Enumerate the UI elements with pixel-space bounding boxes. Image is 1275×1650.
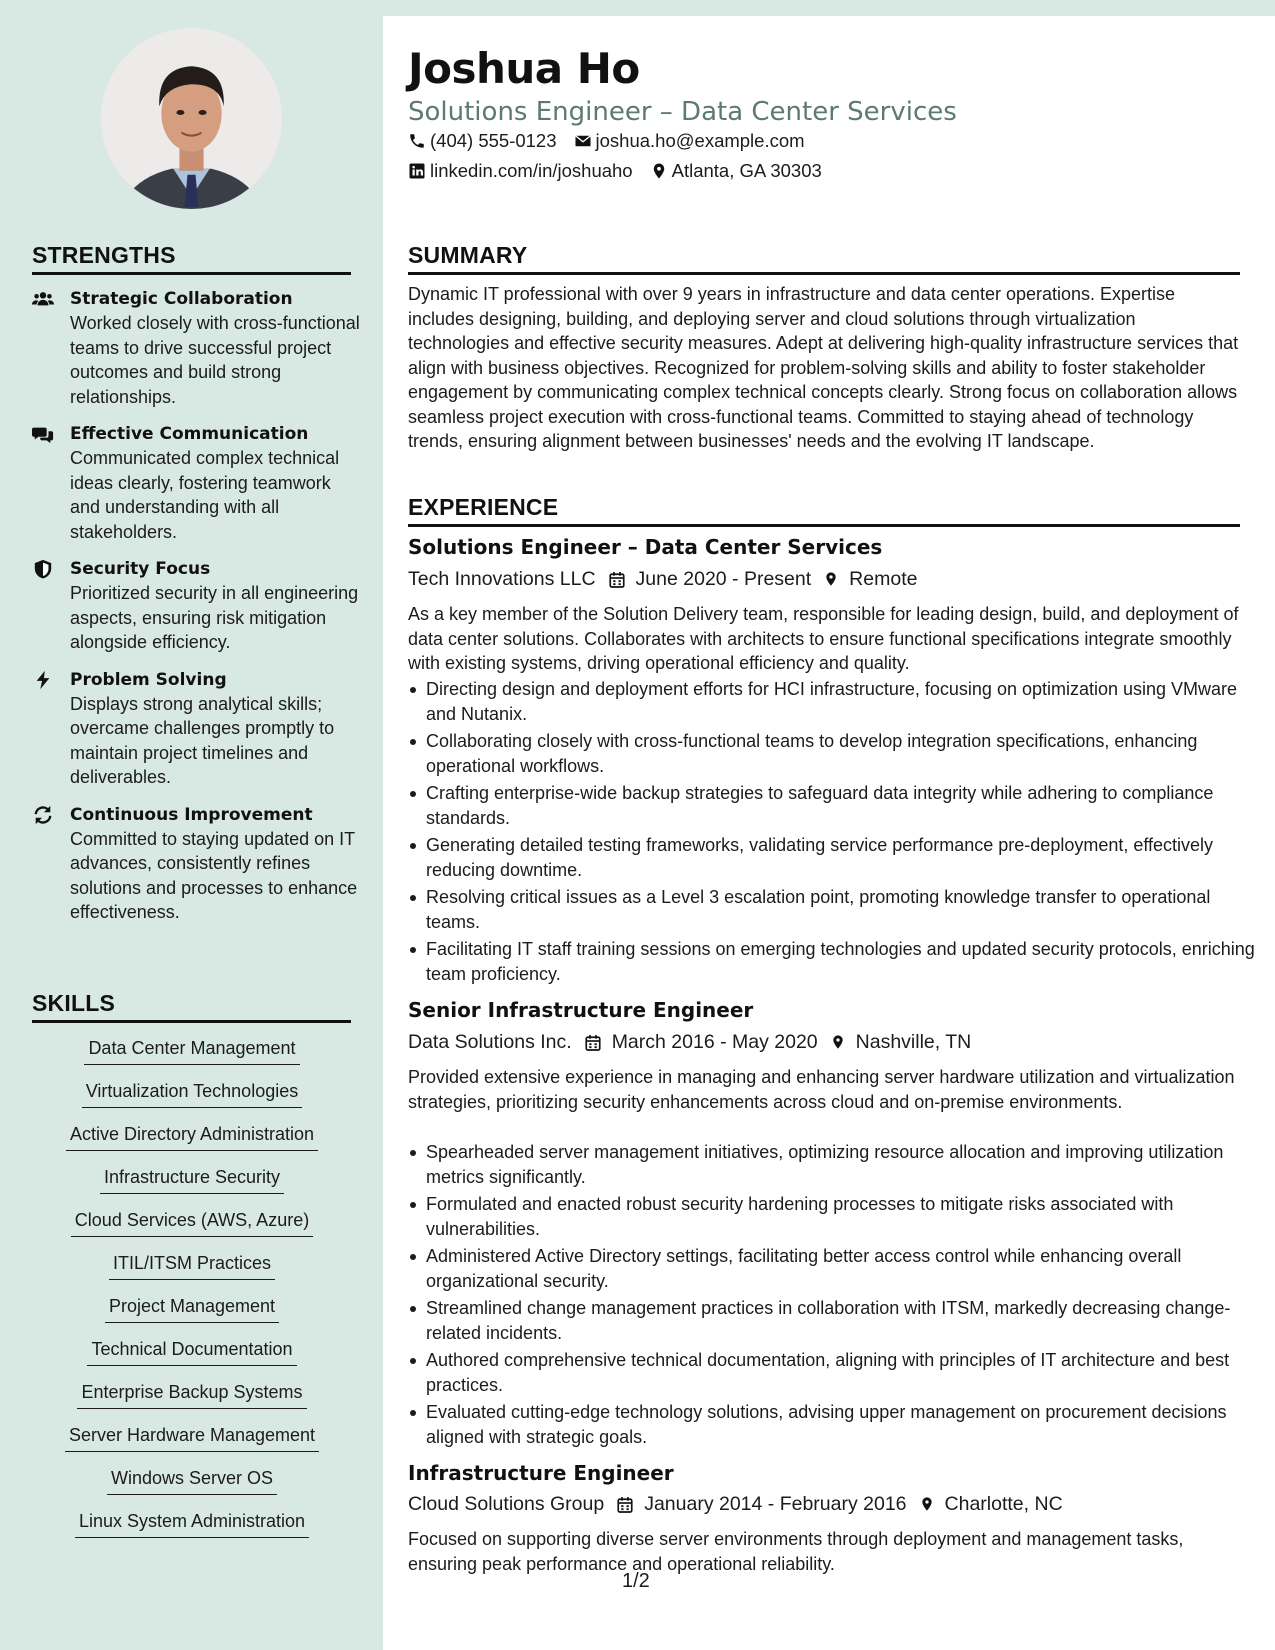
location-text: Atlanta, GA 30303: [671, 160, 822, 181]
company-name: Cloud Solutions Group: [408, 1493, 605, 1515]
list-item: Authored comprehensive technical documentation, aligning with principles of IT architecture and best practices.: [426, 1348, 1258, 1397]
phone-icon: [408, 132, 426, 150]
phone-text: (404) 555-0123: [430, 130, 557, 151]
job-location: Remote: [849, 568, 918, 590]
job-title: Infrastructure Engineer: [408, 1461, 674, 1485]
skill-item: Virtualization Technologies: [32, 1079, 352, 1108]
skill-item: Linux System Administration: [32, 1509, 352, 1538]
list-item: Crafting enterprise-wide backup strategies to safeguard data integrity while adhering to compliance standards.: [426, 781, 1258, 830]
list-item: Facilitating IT staff training sessions on emerging technologies and updated security protocols, enriching team proficiency.: [426, 937, 1258, 986]
map-pin-icon: [823, 569, 839, 589]
users-icon: [32, 289, 54, 309]
job-summary: Provided extensive experience in managing and enhancing server hardware utilization and virtualization strategies, prioritizing security enhancements across cloud and on-premise environments.: [408, 1067, 1235, 1112]
strength-title: Strategic Collaboration: [70, 289, 293, 309]
job-dates: January 2014 - February 2016: [644, 1493, 907, 1515]
top-band: [0, 0, 1275, 16]
map-pin-icon: [919, 1494, 935, 1514]
strength-item: [32, 668, 362, 790]
list-item: Streamlined change management practices in collaboration with ITSM, markedly decreasing change-related incidents.: [426, 1296, 1258, 1345]
candidate-name: Joshua Ho: [408, 44, 640, 93]
job-location: Charlotte, NC: [944, 1493, 1063, 1515]
comments-icon: [32, 424, 54, 444]
skill-item: Technical Documentation: [32, 1337, 352, 1366]
job-meta: [408, 565, 917, 593]
list-item: Administered Active Directory settings, facilitating better access control while enhancing overall organizational security.: [426, 1244, 1258, 1293]
map-pin-icon: [830, 1032, 846, 1052]
strength-description: Communicated complex technical ideas clearly, fostering teamwork and understanding with all stakeholders.: [70, 448, 340, 542]
job-meta: [408, 1028, 971, 1056]
skill-item: ITIL/ITSM Practices: [32, 1251, 352, 1280]
contact-row-1: [408, 129, 822, 153]
avatar: [101, 28, 282, 209]
phone-item: [408, 129, 557, 153]
job-bullets: [408, 1140, 1258, 1452]
strength-item: [32, 422, 362, 544]
job-summary: As a key member of the Solution Delivery team, responsible for leading design, build, and deployment of data center solutions. Collaborates with architects to ensure functional specifications integrate smoothly with existing systems, driving operational efficiency and quality.: [408, 604, 1239, 673]
calendar-icon: [616, 1495, 634, 1514]
skills-heading: SKILLS: [32, 990, 115, 1016]
experience-heading: EXPERIENCE: [408, 494, 559, 520]
summary-text: Dynamic IT professional with over 9 years in infrastructure and data center operations. Expertise includes designing, building, and deploying server and cloud solutions through virtualization technologies and effective security measures. Adept at delivering high-quality infrastructure services that align with business objectives. Recognized for problem-solving skills and ability to foster stakeholder engagement by communicating complex technical concepts clearly. Strong focus on collaboration allows seamless project execution with cross-functional teams. Committed to staying ahead of technology trends, ensuring alignment between businesses' needs and the evolving IT landscape.: [408, 284, 1239, 451]
calendar-icon: [608, 570, 626, 589]
strength-description: Displays strong analytical skills; overcame challenges promptly to maintain project timelines and deliverables.: [70, 693, 335, 787]
linkedin-text[interactable]: linkedin.com/in/joshuaho: [430, 160, 633, 181]
skills-rule: [32, 1020, 351, 1023]
strength-description: Worked closely with cross-functional teams to drive successful project outcomes and build strong relationships.: [70, 313, 360, 407]
location-item: [650, 159, 822, 183]
job-location: Nashville, TN: [855, 1031, 972, 1053]
job-title: Solutions Engineer – Data Center Services: [408, 535, 883, 559]
strength-title: Security Focus: [70, 559, 211, 579]
strength-item: [32, 287, 362, 409]
skill-item: Infrastructure Security: [32, 1165, 352, 1194]
strength-description: Prioritized security in all engineering aspects, ensuring risk mitigation alongside efficiency.: [70, 583, 359, 652]
list-item: Evaluated cutting-edge technology solutions, advising upper management on procurement decisions aligned with strategic goals.: [426, 1400, 1258, 1449]
strength-item: [32, 803, 362, 925]
strengths-heading: STRENGTHS: [32, 242, 176, 268]
strength-description: Committed to staying updated on IT advances, consistently refines solutions and processes to enhance effectiveness.: [70, 828, 358, 922]
job-title: Senior Infrastructure Engineer: [408, 998, 754, 1022]
refresh-icon: [32, 805, 54, 825]
strength-title: Problem Solving: [70, 669, 227, 690]
skill-item: Windows Server OS: [32, 1466, 352, 1495]
skill-item: Enterprise Backup Systems: [32, 1380, 352, 1409]
page-number: 1/2: [622, 1570, 650, 1592]
email-text[interactable]: joshua.ho@example.com: [595, 130, 805, 151]
list-item: Generating detailed testing frameworks, validating service performance pre-deployment, effectively reducing downtime.: [426, 833, 1258, 882]
skill-item: Data Center Management: [32, 1036, 352, 1065]
list-item: Resolving critical issues as a Level 3 escalation point, promoting knowledge transfer to operational teams.: [426, 885, 1258, 934]
skills-list: [32, 1036, 352, 1552]
company-name: Data Solutions Inc.: [408, 1031, 572, 1053]
strength-title: Continuous Improvement: [70, 804, 313, 825]
skill-item: Active Directory Administration: [32, 1122, 352, 1151]
strength-item: [32, 557, 362, 655]
list-item: Collaborating closely with cross-functional teams to develop integration specifications, enhancing operational workflows.: [426, 729, 1258, 778]
experience-rule: [408, 524, 1240, 527]
map-pin-icon: [650, 162, 668, 180]
job-headline: Solutions Engineer – Data Center Services: [408, 97, 957, 127]
strengths-rule: [32, 272, 351, 275]
list-item: Spearheaded server management initiatives, optimizing resource allocation and improving utilization metrics significantly.: [426, 1140, 1258, 1189]
bolt-icon: [32, 670, 54, 690]
linkedin-icon: [408, 162, 426, 180]
list-item: Directing design and deployment efforts for HCI infrastructure, focusing on optimization using VMware and Nutanix.: [426, 677, 1258, 726]
strengths-list: [32, 287, 362, 938]
shield-icon: [32, 559, 54, 579]
email-item[interactable]: [574, 129, 805, 153]
list-item: Formulated and enacted robust security hardening processes to mitigate risks associated with vulnerabilities.: [426, 1192, 1258, 1241]
calendar-icon: [584, 1033, 602, 1052]
company-name: Tech Innovations LLC: [408, 568, 596, 590]
strength-title: Effective Communication: [70, 424, 309, 444]
job-bullets: [408, 677, 1258, 989]
job-meta: [408, 1490, 1063, 1518]
job-dates: March 2016 - May 2020: [611, 1031, 818, 1053]
skill-item: Project Management: [32, 1294, 352, 1323]
contact-row-2: [408, 159, 839, 183]
job-summary: Focused on supporting diverse server environments through deployment and management tasks, ensuring peak performance and operational reliability.: [408, 1529, 1184, 1574]
summary-rule: [408, 272, 1240, 275]
linkedin-item[interactable]: [408, 159, 633, 183]
skill-item: Cloud Services (AWS, Azure): [32, 1208, 352, 1237]
skill-item: Server Hardware Management: [32, 1423, 352, 1452]
summary-heading: SUMMARY: [408, 242, 528, 268]
envelope-icon: [574, 132, 592, 150]
job-dates: June 2020 - Present: [635, 568, 812, 590]
